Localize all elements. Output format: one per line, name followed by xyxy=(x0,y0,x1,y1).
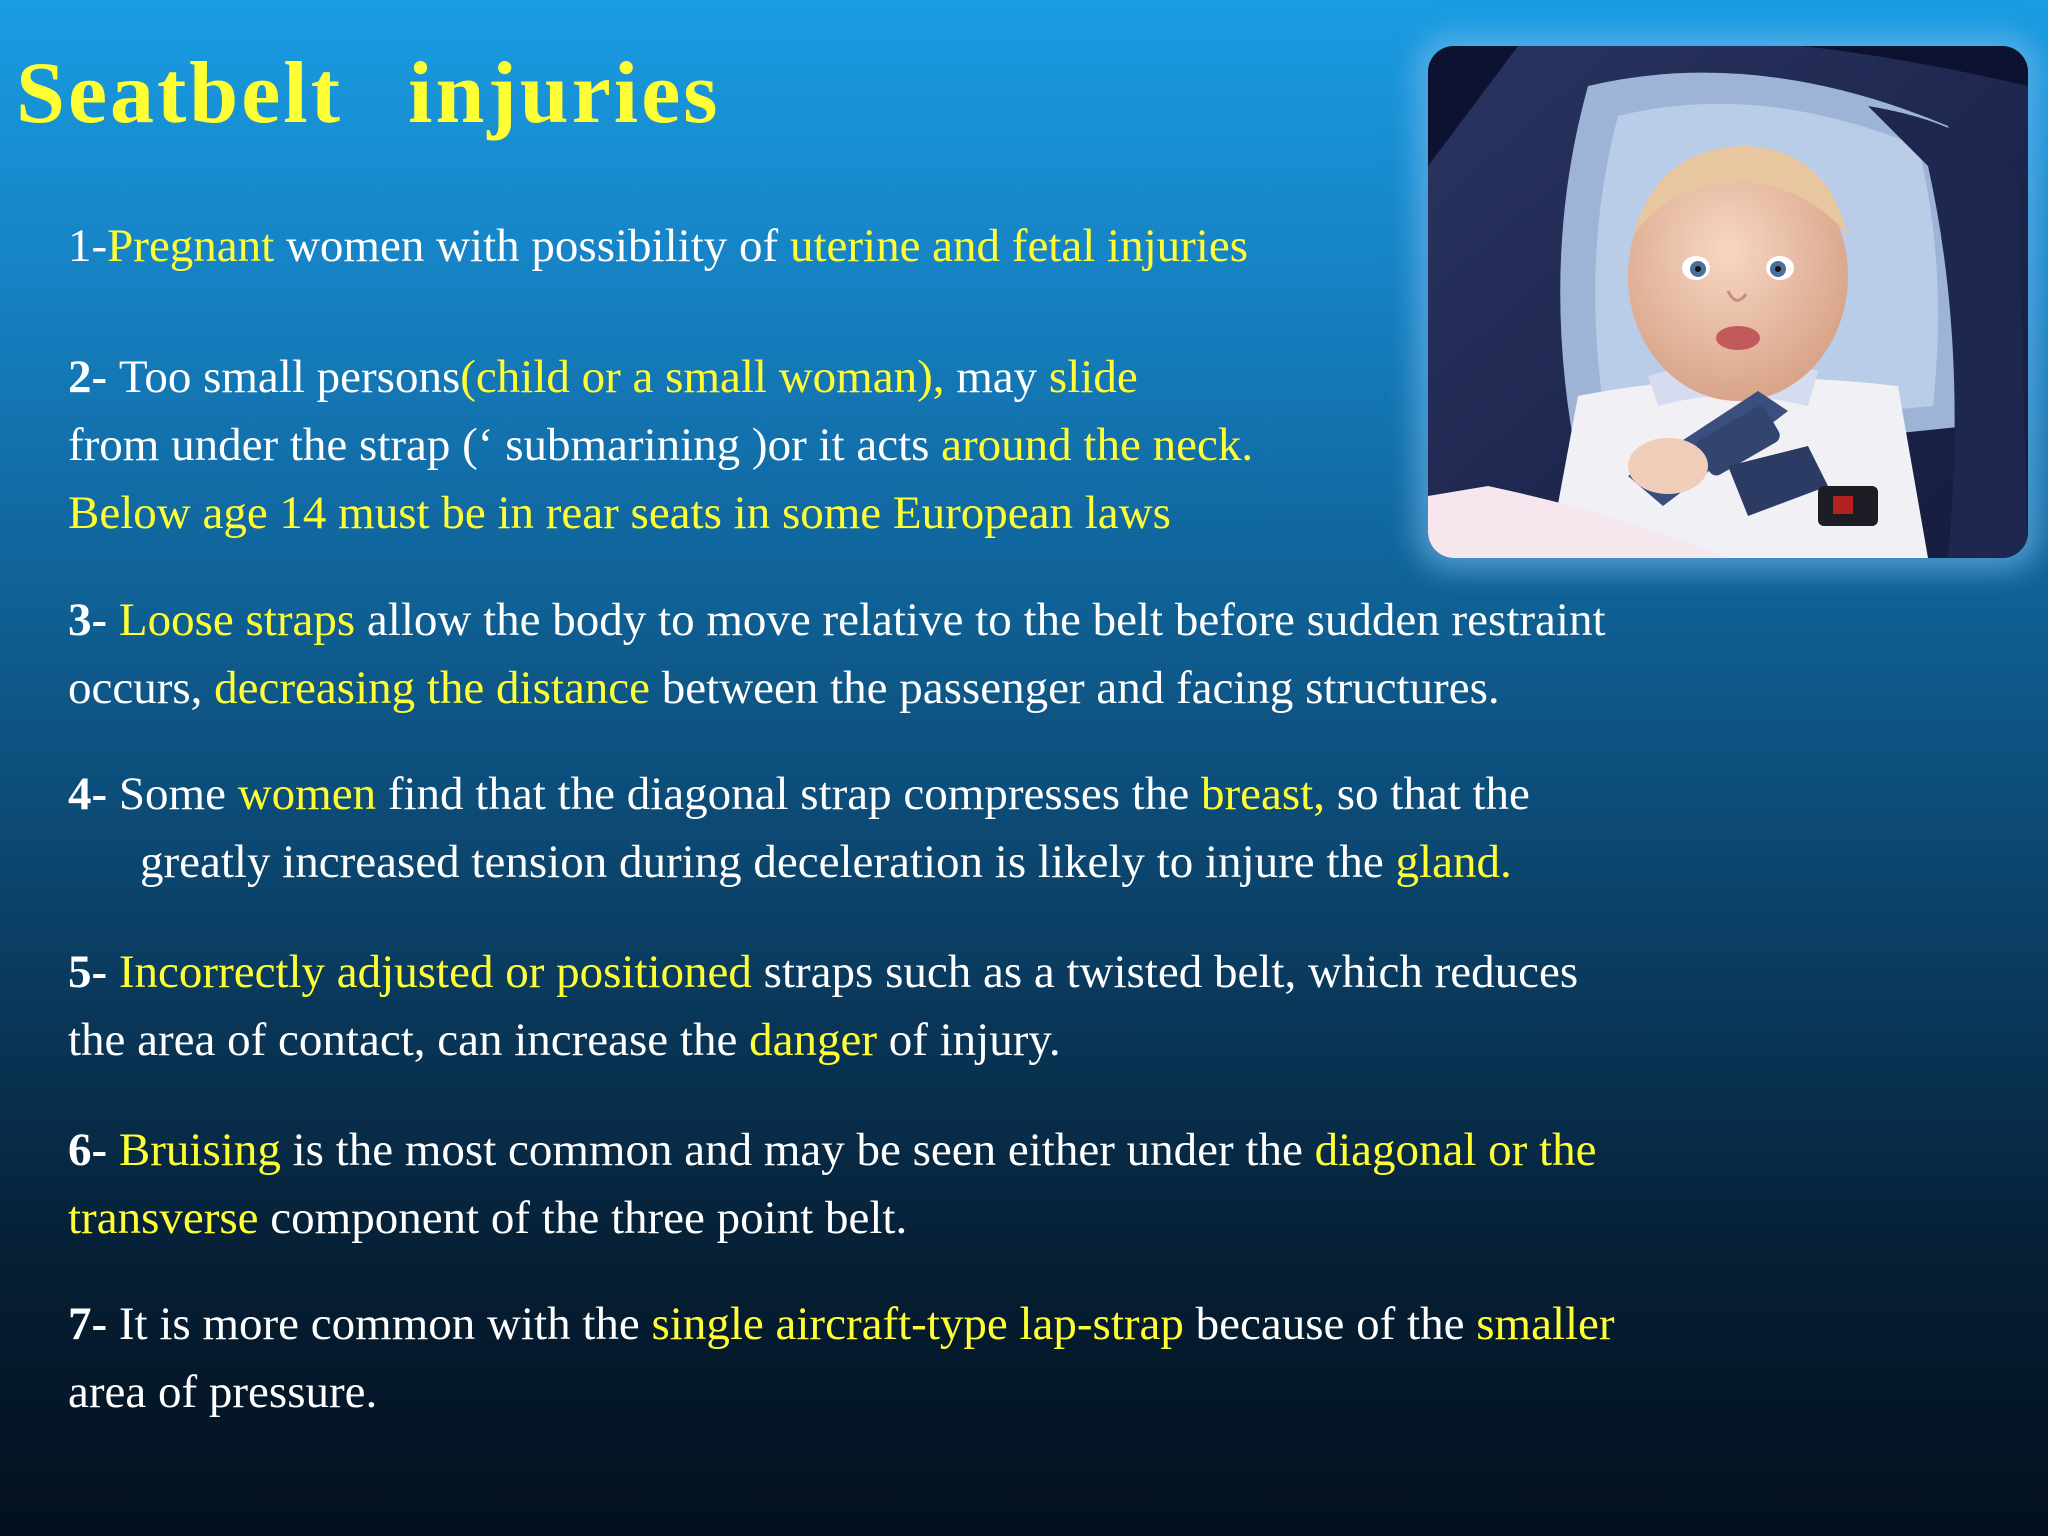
list-item-5: 5- Incorrectly adjusted or positioned straps such as a twisted belt, which reduces the area of contact, can increase the danger of injury. xyxy=(68,946,1579,1066)
baby-in-car-seat-image xyxy=(1428,46,2028,558)
slide-title: Seatbelt injuries xyxy=(16,45,721,142)
list-item-6: 6- Bruising is the most common and may be seen either under the diagonal or the transverse component of the three point belt. xyxy=(68,1124,1597,1244)
list-item-2: 2- Too small persons(child or a small woman), may slide from under the strap (‘ submarining )or it acts around the neck. Below age 14 must be in rear seats in some European laws xyxy=(68,351,1254,539)
baby-car-seat-photo xyxy=(1428,46,2028,558)
list-item-7: 7- It is more common with the single aircraft-type lap-strap because of the smaller area of pressure. xyxy=(68,1298,1615,1418)
list-item-4: 4- Some women find that the diagonal strap compresses the breast, so that the greatly increased tension during deceleration is likely to injure the gland. xyxy=(68,768,1530,888)
list-item-3: 3- Loose straps allow the body to move relative to the belt before sudden restraint occurs, decreasing the distance between the passenger and facing structures. xyxy=(68,594,1606,714)
list-item-1: 1-Pregnant women with possibility of uterine and fetal injuries xyxy=(68,220,1249,272)
